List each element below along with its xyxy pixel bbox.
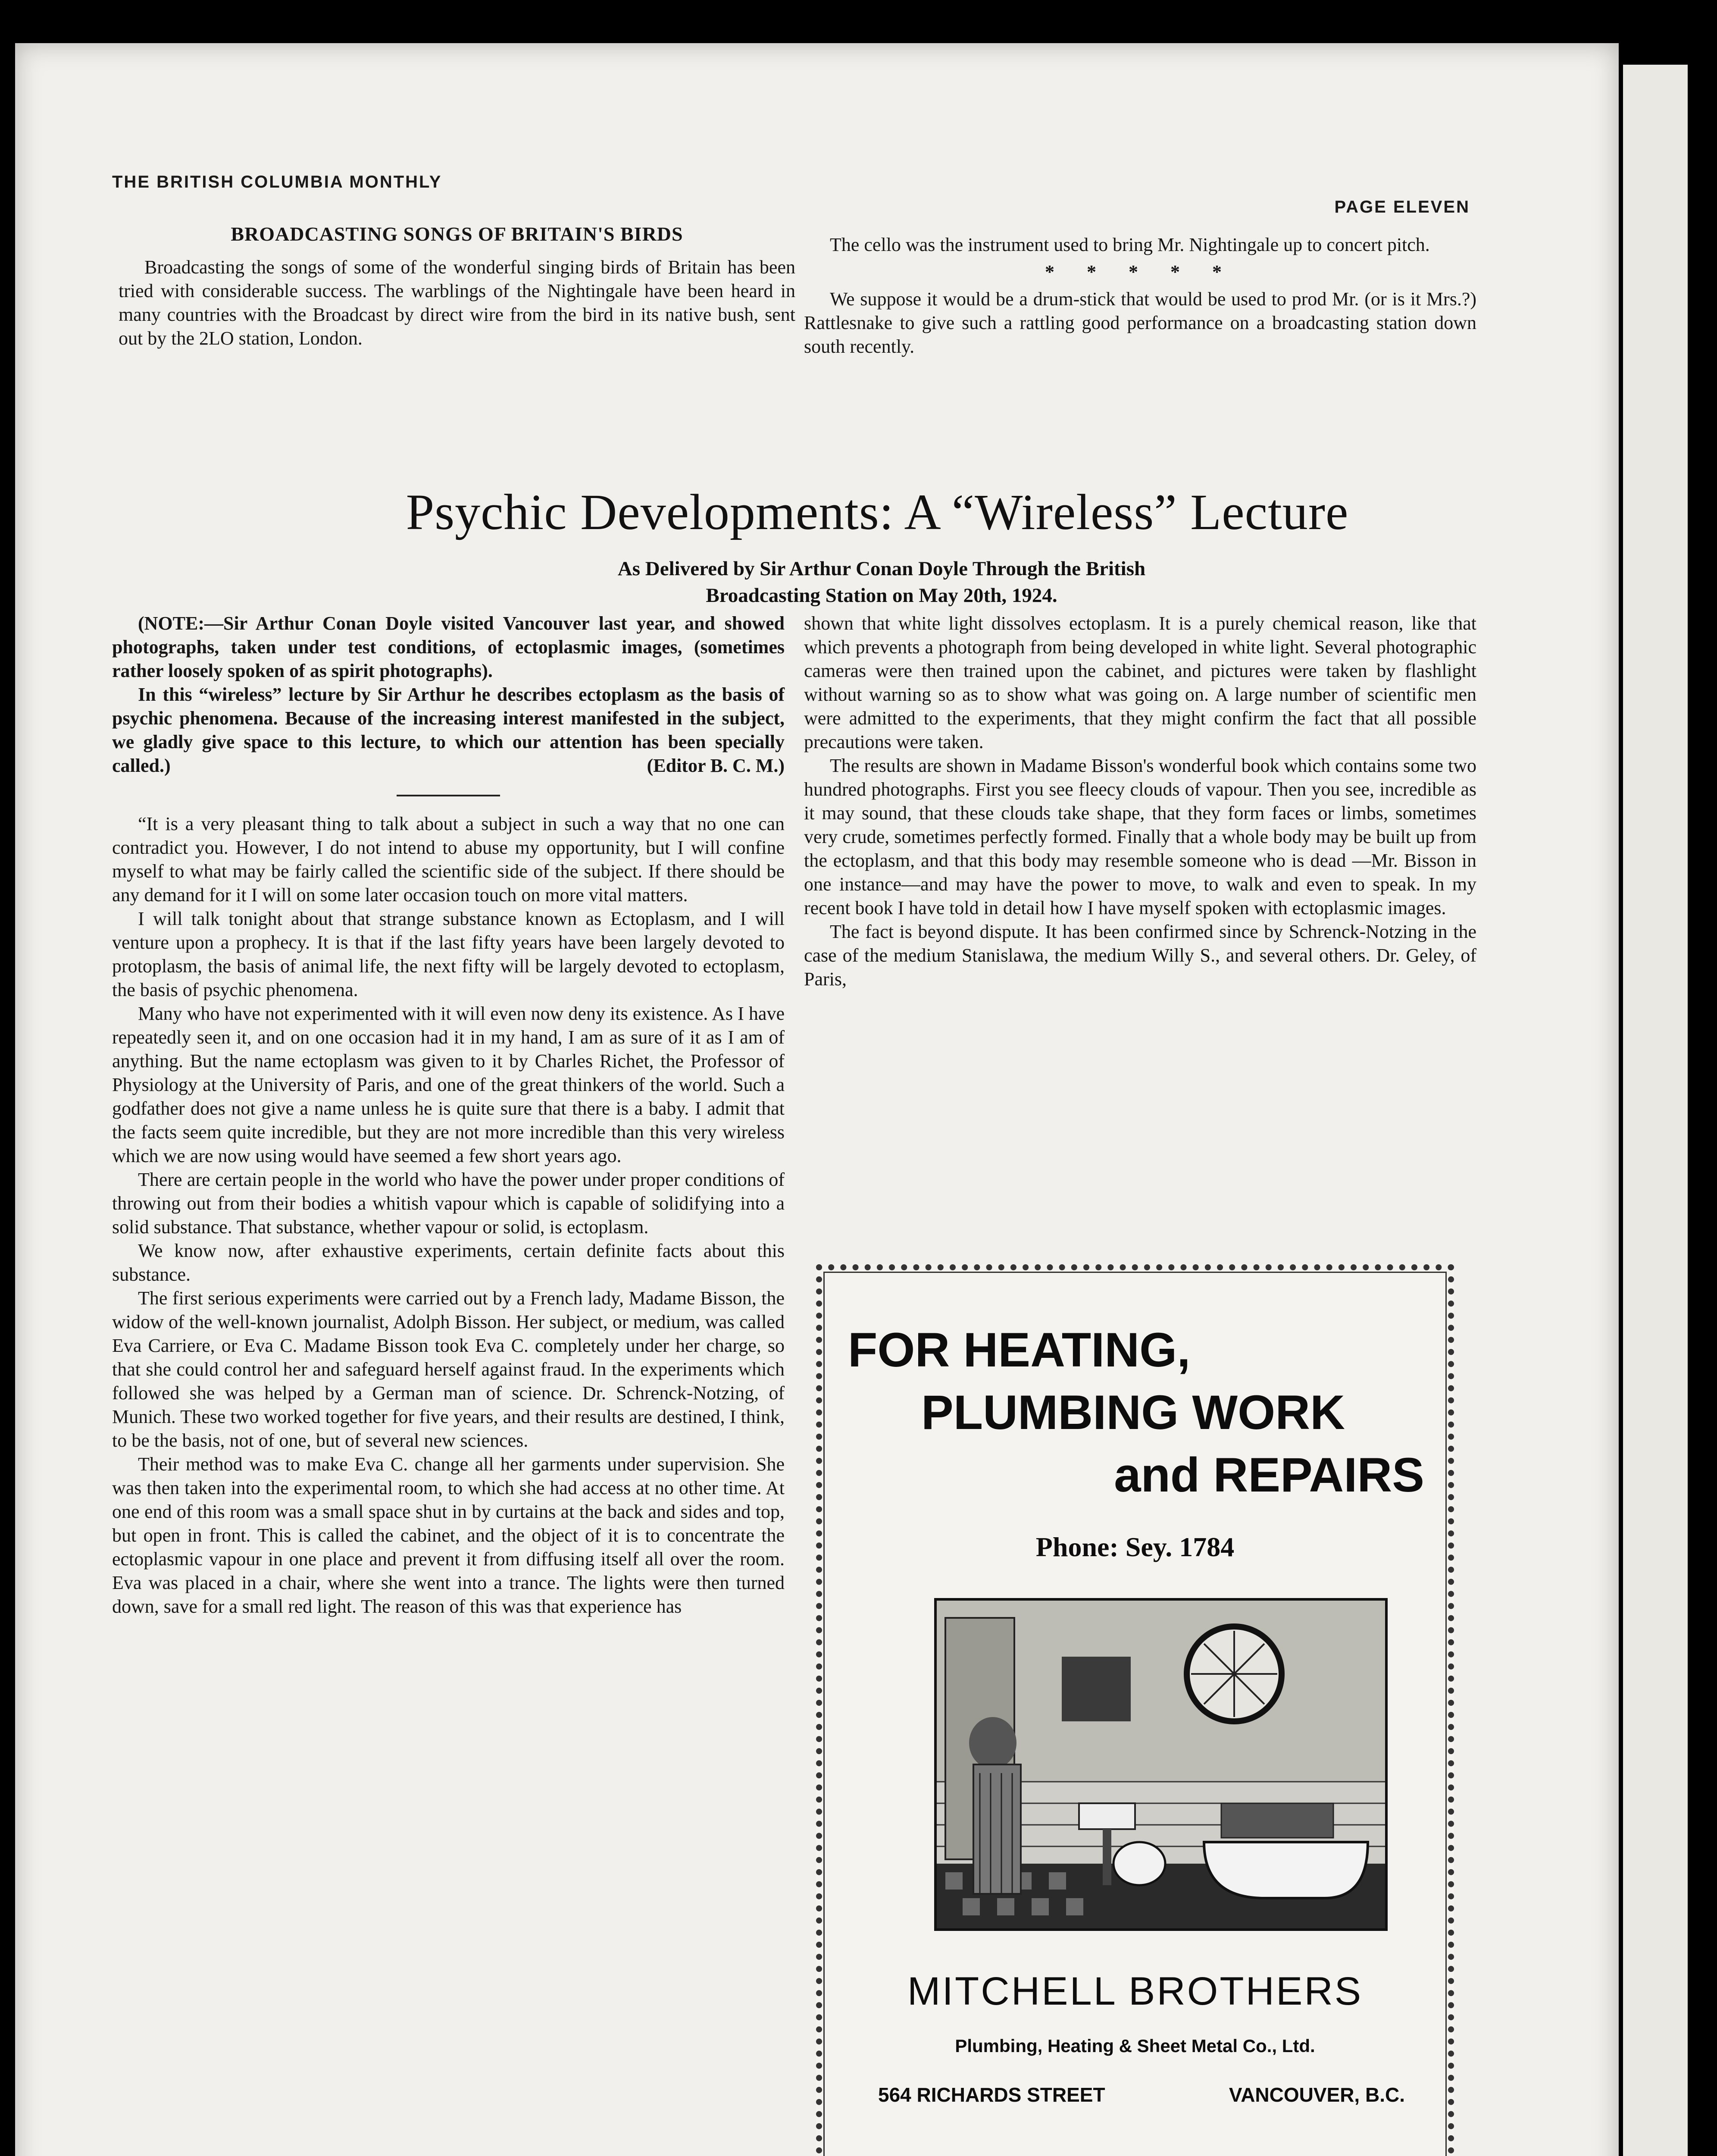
ad-heading-line-3: and REPAIRS [1114, 1448, 1424, 1502]
body-paragraph: The first serious experiments were carried out by a French lady, Madame Bisson, the widow of the well-known journalist, Adolph Bisson. Her subject, or medium, was called Eva Carriere, or Eva C. Madame Bisson took Eva C. completely under her charge, so that she could control her and safeguard herself against fraud. In the experiments which followed she was helped by a German man of science. Dr. Schrenck-Notzing, of Munich. These two worked together for five years, and their results are destined, I think, to be the basis, not of one, but of several new sciences. [112, 1288, 785, 1451]
adjacent-page-edge [1623, 65, 1688, 2156]
birds-heading: BROADCASTING SONGS OF BRITAIN'S BIRDS [231, 223, 683, 245]
body-paragraph: There are certain people in the world who have the power under proper conditions of throwing out from their bodies a whitish vapour which is capable of solidifying into a solid substance. That substance, whether vapour or solid, is ectoplasm. [112, 1169, 785, 1238]
body-paragraph: “It is a very pleasant thing to talk about a subject in such a way that no one can contradict you. However, I do not intend to abuse my opportunity, but I will confine myself to what may be fairly called the scientific side of the subject. If there should be any demand for it I will on some later occasion touch on more vital matters. [112, 813, 785, 906]
ad-tagline: Plumbing, Heating & Sheet Metal Co., Ltd. [955, 2036, 1315, 2056]
note-paragraph-1: (NOTE:—Sir Arthur Conan Doyle visited Vancouver last year, and showed photographs, taken under test conditions, of ectoplasmic images, (sometimes rather loosely spoken of as spirit photographs). [112, 613, 785, 681]
bathroom-illustration [934, 1598, 1388, 1931]
ad-phone: Phone: Sey. 1784 [1035, 1532, 1235, 1562]
editor-note [112, 611, 785, 777]
editor-credit: (Editor B. C. M.) [647, 755, 785, 776]
bathroom-illustration-drawing [937, 1601, 1385, 1928]
body-paragraph: We know now, after exhaustive experiments, certain definite facts about this substance. [112, 1240, 785, 1285]
cello-paragraph-1: The cello was the instrument used to bring Mr. Nightingale up to concert pitch. [830, 234, 1430, 255]
body-paragraph: I will talk tonight about that strange substance known as Ectoplasm, and I will venture upon a prophecy. It is that if the last fifty years have been largely devoted to protoplasm, the basis of animal life, the next fifty will be largely devoted to ectoplasm, the basis of psychic phenomena. [112, 908, 785, 1000]
body-paragraph: shown that white light dissolves ectoplasm. It is a purely chemical reason, like that which prevents a photograph from being developed in white light. Several photographic cameras were then trained upon the cabinet, and pictures were taken by flashlight without warning so as to show what was going on. A large number of scientific men were admitted to the experiments, that they might confirm the fact that all possible precautions were taken. [804, 613, 1476, 752]
subtitle-line-1: As Delivered by Sir Arthur Conan Doyle Through the British [617, 558, 1146, 580]
birds-body: Broadcasting the songs of some of the wonderful singing birds of Britain has been tried with considerable success. The warblings of the Nightingale have been heard in many countries with the Broadcast by direct wire from the bird in its native bush, sent out by the 2LO station, London. [119, 257, 795, 349]
birds-section [119, 222, 795, 350]
section-divider-stars: * * * * * [1045, 261, 1235, 282]
body-paragraph: Many who have not experimented with it will even now deny its existence. As I have repeatedly seen it, and on one occasion had it in my hand, I am as sure of it as I am of anything. But the name ectoplasm was given to it by Charles Richet, the Professor of Physiology at the University of Paris, and one of the great thinkers of the world. Such a godfather does not give a name unless he is quite sure that there is a baby. I admit that the facts seem quite incredible, but they are not more incredible than this very wireless which we are now using would have seemed a few short years ago. [112, 1003, 785, 1166]
article-subtitle [403, 555, 1360, 609]
magazine-page [15, 43, 1619, 2156]
running-head-right: PAGE ELEVEN [1334, 197, 1470, 216]
note-paragraph-2: In this “wireless” lecture by Sir Arthur he describes ectoplasm as the basis of psychic phenomena. Because of the increasing interest manifested in the subject, we gladly give space to this lecture, to which our attention has been specially called.) [112, 684, 785, 776]
article-left-column [112, 611, 785, 1618]
plumbing-advertisement [816, 1264, 1454, 2156]
article-right-column [804, 611, 1476, 991]
cello-paragraph-2: We suppose it would be a drum-stick that would be used to prod Mr. (or is it Mrs.?) Rattlesnake to give such a rattling good performance on a broadcasting station down south recently. [804, 288, 1476, 357]
subtitle-line-2: Broadcasting Station on May 20th, 1924. [706, 584, 1057, 607]
body-paragraph: Their method was to make Eva C. change all her garments under supervision. She was then taken into the experimental room, to which she had access at no other time. At one end of this room was a small space shut in by curtains at the back and sides and top, but open in front. This is called the cabinet, and the object of it is to concentrate the ectoplasmic vapour in one place and prevent it from diffusing itself all over the room. Eva was placed in a chair, where she went into a trance. The lights were then turned down, save for a small red light. The reason of this was that experience has [112, 1454, 785, 1617]
running-head-left: THE BRITISH COLUMBIA MONTHLY [112, 172, 442, 191]
cello-section [804, 233, 1476, 358]
ad-heading-line-2: PLUMBING WORK [921, 1385, 1345, 1439]
ad-company-name: MITCHELL BROTHERS [907, 1969, 1363, 2013]
body-paragraph: The results are shown in Madame Bisson's wonderful book which contains some two hundred photographs. First you see fleecy clouds of vapour. Then you see, incredible as it may sound, that these clouds take shape, that they form faces or limbs, sometimes very crude, sometimes perfectly formed. Finally that a whole body may be built up from the ectoplasm, and that this body may resemble someone who is dead —Mr. Bisson in one instance—and may have the power to move, to walk and even to speak. In my recent book I have told in detail how I have myself spoken with ectoplasmic images. [804, 755, 1476, 918]
ad-city: VANCOUVER, B.C. [1229, 2084, 1405, 2106]
body-paragraph: The fact is beyond dispute. It has been confirmed since by Schrenck-Notzing in the case of the medium Stanislawa, the medium Willy S., and several others. Dr. Geley, of Paris, [804, 921, 1476, 990]
divider-rule [397, 795, 500, 796]
ad-address: 564 RICHARDS STREET [878, 2084, 1105, 2106]
ad-heading-line-1: FOR HEATING, [848, 1323, 1191, 1377]
article-title: Psychic Developments: A “Wireless” Lecture [406, 484, 1349, 540]
